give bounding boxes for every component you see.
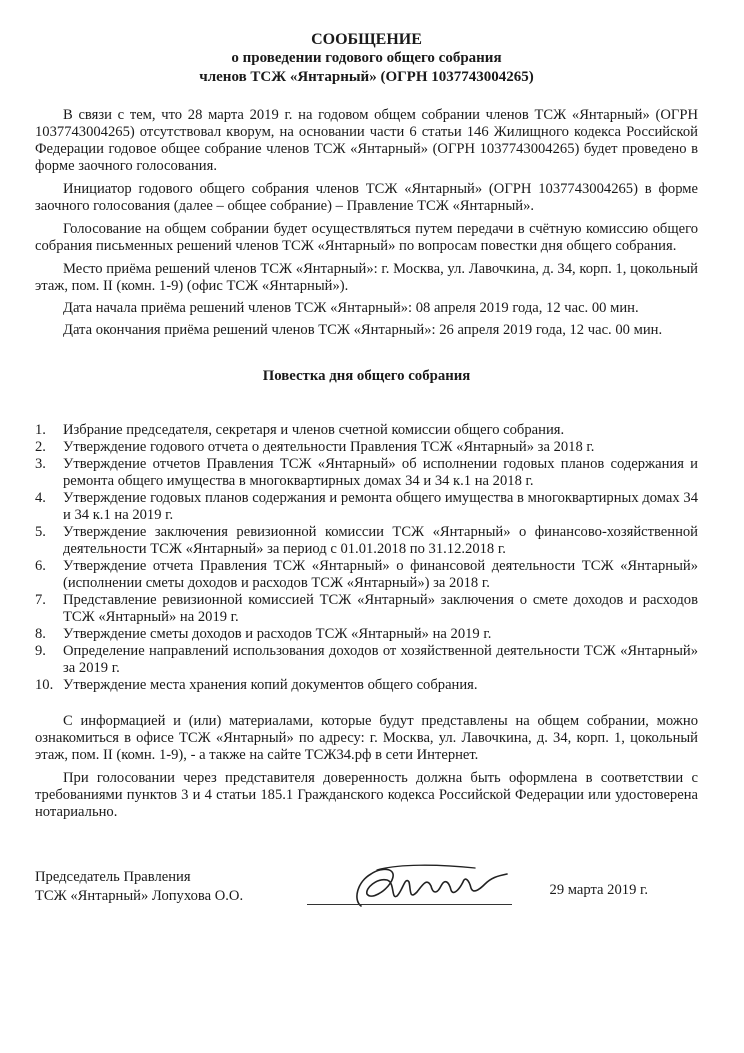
agenda-item-number: 5. [35,524,46,540]
agenda-item [35,592,698,626]
agenda-item-text: Утверждение годового отчета о деятельности Правления ТСЖ «Янтарный» за 2018 г. [63,439,595,455]
title-subheading: о проведении годового общего собрания [231,50,502,66]
agenda-item-number: 4. [35,490,46,506]
signature-line [307,904,512,905]
agenda-item [35,439,698,456]
document-page [35,30,698,904]
agenda-item [35,677,698,694]
title-organization: членов ТСЖ «Янтарный» (ОГРН 1037743004265) [199,69,534,85]
intro-paragraph-place: Место приёма решений членов ТСЖ «Янтарный»: г. Москва, ул. Лавочкина, д. 34, корп. 1, цокольный этаж, пом. II (комн. 1-9) (офис ТСЖ «Янтарный»). [35,261,698,294]
agenda-item [35,422,698,439]
agenda-item-text: Избрание председателя, секретаря и членов счетной комиссии общего собрания. [63,422,565,438]
signature-block [35,868,698,928]
agenda-item-text: Утверждение заключения ревизионной комиссии ТСЖ «Янтарный» о финансово-хозяйственной деятельности ТСЖ «Янтарный» за период с 01.01.2018 по 31.12.2018 г. [63,524,698,557]
intro-paragraph-end-date: Дата окончания приёма решений членов ТСЖ «Янтарный»: 26 апреля 2019 года, 12 час. 00 мин. [63,322,663,338]
agenda-item-number: 9. [35,643,46,659]
agenda-item-number: 7. [35,592,46,608]
intro-paragraph-voting: Голосование на общем собрании будет осуществляться путем передачи в счётную комиссию общего собрания письменных решений членов ТСЖ «Янтарный» по вопросам повестки дня общего собрания. [35,221,698,254]
closing-paragraph-proxy: При голосовании через представителя доверенность должна быть оформлена в соответствии с требованиями пунктов 3 и 4 статьи 185.1 Гражданского кодекса Российской Федерации или удостоверена нотариально. [35,770,698,820]
agenda-item [35,626,698,643]
agenda-item-text: Утверждение отчетов Правления ТСЖ «Янтарный» об исполнении годовых планов содержания и ремонта общего имущества в многоквартирных домах 34 и 34 к.1 на 2018 г. [63,456,698,489]
signatory [35,868,243,906]
agenda-item-text: Утверждение отчета Правления ТСЖ «Янтарный» о финансовой деятельности ТСЖ «Янтарный» (исполнении сметы доходов и расходов ТСЖ «Янтарный») за 2018 г. [63,558,698,591]
agenda-item-text: Определение направлений использования доходов от хозяйственной деятельности ТСЖ «Янтарный» за 2019 г. [63,643,698,676]
agenda-item-number: 1. [35,422,46,438]
agenda-item [35,524,698,558]
signature-date: 29 марта 2019 г. [549,882,648,898]
intro-paragraph-start-date: Дата начала приёма решений членов ТСЖ «Янтарный»: 08 апреля 2019 года, 12 час. 00 мин. [63,300,639,316]
agenda-item-number: 10. [35,677,54,693]
agenda-heading: Повестка дня общего собрания [262,368,471,384]
agenda-item-number: 2. [35,439,46,455]
document-title [35,30,698,87]
intro-paragraph-quorum: В связи с тем, что 28 марта 2019 г. на годовом общем собрании членов ТСЖ «Янтарный» (ОГРН 1037743004265) отсутствовал кворум, на основании части 6 статьи 146 Жилищного кодекса Российской Федерации годовое общее собрание членов ТСЖ «Янтарный» (ОГРН 1037743004265) будет проведено в форме заочного голосования. [35,107,698,174]
agenda-item-text: Утверждение места хранения копий документов общего собрания. [63,677,478,693]
agenda-item-text: Утверждение годовых планов содержания и ремонта общего имущества в многоквартирных домах 34 и 34 к.1 на 2019 г. [63,490,698,523]
agenda-list [35,422,698,694]
title-heading: СООБЩЕНИЕ [311,31,422,48]
intro-paragraph-initiator: Инициатор годового общего собрания членов ТСЖ «Янтарный» (ОГРН 1037743004265) в форме заочного голосования (далее – общее собрание) – Правление ТСЖ «Янтарный». [35,181,698,214]
agenda-item-number: 3. [35,456,46,472]
signatory-name: ТСЖ «Янтарный» Лопухова О.О. [35,888,244,904]
signatory-position: Председатель Правления [35,869,191,885]
closing-paragraph-materials: С информацией и (или) материалами, которые будут представлены на общем собрании, можно ознакомиться в офисе ТСЖ «Янтарный» по адресу: г. Москва, ул. Лавочкина, д. 34, корп. 1, цокольный этаж, пом. II (комн. 1-9), - а также на сайте ТСЖ34.рф в сети Интернет. [35,713,698,763]
agenda-item-text: Утверждение сметы доходов и расходов ТСЖ «Янтарный» на 2019 г. [63,626,492,642]
agenda-item [35,490,698,524]
agenda-item-number: 6. [35,558,46,574]
agenda-item-number: 8. [35,626,46,642]
agenda-item [35,643,698,677]
agenda-item-text: Представление ревизионной комиссией ТСЖ «Янтарный» заключения о смете доходов и расходов ТСЖ «Янтарный» на 2019 г. [63,592,698,625]
agenda-item [35,456,698,490]
agenda-item [35,558,698,592]
